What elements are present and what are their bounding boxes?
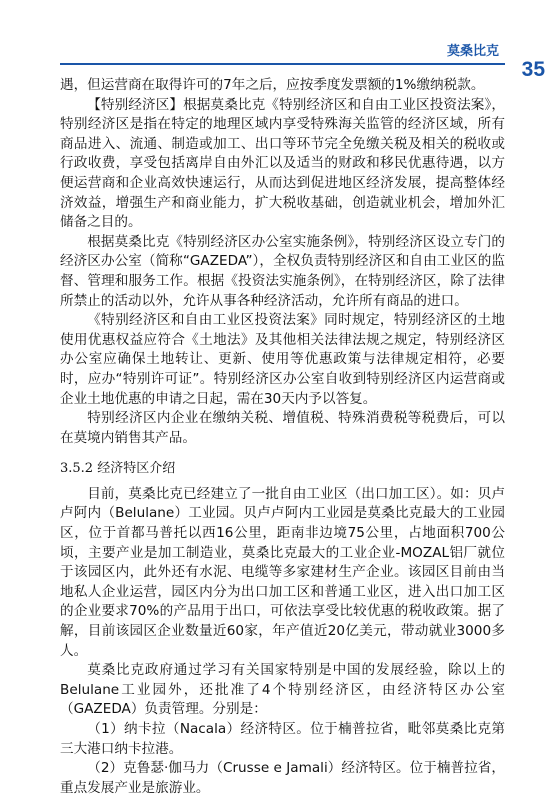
paragraph: 莫桑比克政府通过学习有关国家特别是中国的发展经验，除以上的Belulane工业园外，还批准了4个特别经济区，由经济特区办公室（GAZEDA）负责管理。分别是： [60, 662, 505, 718]
paragraph: 目前，莫桑比克已经建立了一批自由工业区（出口加工区）。如：贝卢卢阿内（Belulane）工业园。贝卢卢阿内工业园是莫桑比克最大的工业园区，位于首都马普托以西16公里，距南非边境75公里，占地面积700公顷，主要产业是加工制造业，莫桑比克最大的工业企业-MOZAL铝厂就位于该园区内，此外还有水泥、电缆等多家建材生产企业。该园区目前由当地私人企业运营，园区内分为出口加工区和普通工业区，进入出口加工区的企业要求70%的产品用于出口，可依法享受比较优惠的税收政策。据了解，目前该园区企业数量近60家，年产值近20亿美元，带动就业3000多人。 [60, 485, 505, 659]
paragraph: 根据莫桑比克《特别经济区办公室实施条例》，特别经济区设立专门的经济区办公室（简称“GAZEDA”），全权负责特别经济区和自由工业区的监督、管理和服务工作。根据《投资法实施条例》，在特别经济区，除了法律所禁止的活动以外，允许从事各种经济活动，允许所有商品的进口。 [60, 233, 505, 309]
header-title: 莫桑比克 [446, 44, 499, 59]
section-heading: 3.5.2 经济特区介绍 [60, 461, 176, 477]
paragraph: 《特别经济区和自由工业区投资法案》同时规定，特别经济区的土地使用优惠权益应符合《土地法》及其他相关法律法规之规定，特别经济区办公室应确保土地转让、更新、使用等优惠政策与法律规定相符，必要时，应办“特别许可证”。特别经济区办公室自收到特别经济区内运营商或企业土地优惠的申请之日起，需在30天内予以答复。 [60, 312, 505, 407]
list-item: （1）纳卡拉（Nacala）经济特区。位于楠普拉省，毗邻莫桑比克第三大港口纳卡拉港。 [60, 721, 505, 757]
paragraph: 【特别经济区】根据莫桑比克《特别经济区和自由工业区投资法案》，特别经济区是指在特定的地理区域内享受特殊海关监管的经济区域，所有商品进入、流通、制造或加工、出口等环节完全免缴关税及相关的税收或行政收费，享受包括离岸自由外汇以及适当的财政和移民优惠待遇，以方便运营商和企业高效快速运行，从而达到促进地区经济发展，提高整体经济效益，增强生产和商业能力，扩大税收基础，创造就业机会，增加外汇储备之目的。 [60, 96, 505, 231]
paragraph-continuation: 遇，但运营商在取得许可的7年之后，应按季度发票额的1%缴纳税款。 [60, 77, 485, 93]
paragraph: 特别经济区内企业在缴纳关税、增值税、特殊消费税等税费后，可以在莫境内销售其产品。 [60, 410, 505, 446]
header-rule [60, 63, 505, 65]
list-item: （2）克鲁瑟·伽马力（Crusse e Jamali）经济特区。位于楠普拉省，重点发展产业是旅游业。 [60, 760, 505, 796]
page-number: 35 [521, 58, 545, 81]
page-body [60, 76, 505, 798]
